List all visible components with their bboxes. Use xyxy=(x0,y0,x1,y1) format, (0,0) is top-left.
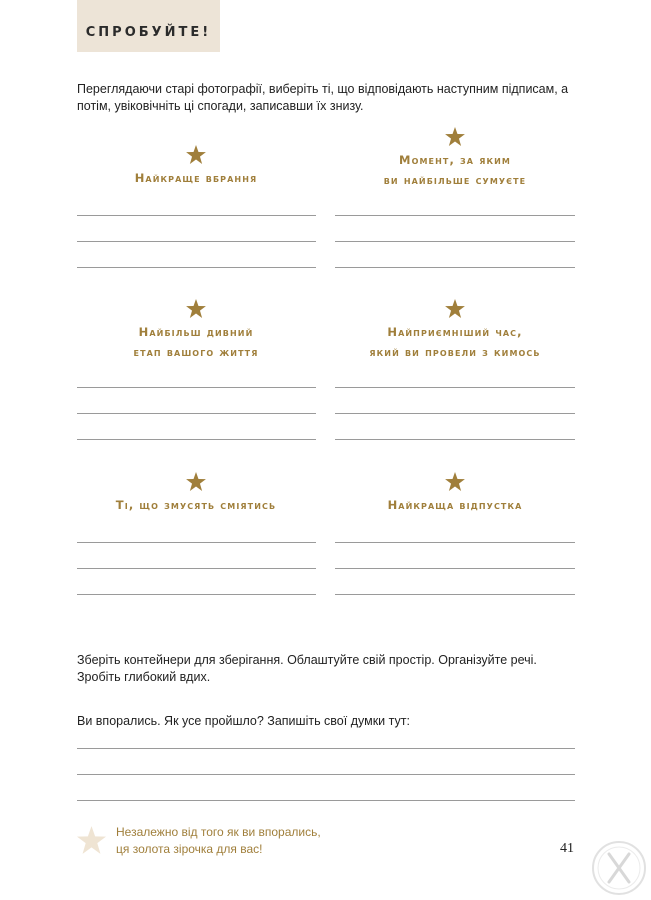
answer-line[interactable] xyxy=(335,267,575,268)
footer-note-line1: Незалежно від того як ви впорались, xyxy=(116,825,321,839)
prompt-title-line2: ви найбільше сумуєте xyxy=(383,173,527,187)
answer-line[interactable] xyxy=(335,413,575,414)
prompt-title-line1: Найкраща відпустка xyxy=(387,498,523,512)
answer-line[interactable] xyxy=(77,241,316,242)
star-icon xyxy=(445,472,465,491)
prompt-best-vacation xyxy=(335,472,575,515)
star-icon xyxy=(186,299,206,318)
header-badge xyxy=(77,0,220,52)
reflection-line[interactable] xyxy=(77,800,575,801)
footer-note-line2: ця золота зірочка для вас! xyxy=(116,842,263,856)
answer-line[interactable] xyxy=(77,267,316,268)
star-icon xyxy=(445,127,465,146)
prompt-title-line2: етап вашого життя xyxy=(133,345,259,359)
answer-line[interactable] xyxy=(335,241,575,242)
reflection-line[interactable] xyxy=(77,774,575,775)
prompt-title-line1: Момент, за яким xyxy=(399,153,511,167)
answer-line[interactable] xyxy=(77,413,316,414)
footer-note xyxy=(116,824,416,858)
prompt-make-laugh xyxy=(76,472,316,515)
prompt-title-line1: Найприємніший час, xyxy=(387,325,523,339)
prompt-title-line1: Ті, що змусять сміятись xyxy=(115,498,277,512)
answer-line[interactable] xyxy=(335,215,575,216)
prompt-missed-moment xyxy=(335,127,575,190)
star-icon xyxy=(186,145,206,164)
answer-line[interactable] xyxy=(77,568,316,569)
answer-line[interactable] xyxy=(77,594,316,595)
intro-text: Переглядаючи старі фотографії, виберіть ті, що відповідають наступним підписам, а потім, увіковічніть ці спогади, записавши їх знизу. xyxy=(77,82,569,113)
prompt-best-outfit xyxy=(76,145,316,188)
answer-line[interactable] xyxy=(335,542,575,543)
prompt-strangest-stage xyxy=(76,299,316,362)
answer-line[interactable] xyxy=(77,439,316,440)
prompt-title-line1: Найбільш дивний xyxy=(138,325,254,339)
reflection-line[interactable] xyxy=(77,748,575,749)
star-icon xyxy=(77,826,106,854)
prompt-title-line1: Найкраще вбрання xyxy=(134,171,258,185)
badge-label: СПРОБУЙТЕ! xyxy=(85,24,212,40)
answer-line[interactable] xyxy=(77,215,316,216)
answer-line[interactable] xyxy=(77,542,316,543)
answer-line[interactable] xyxy=(77,387,316,388)
prompt-nicest-time xyxy=(335,299,575,362)
answer-line[interactable] xyxy=(335,387,575,388)
answer-line[interactable] xyxy=(335,594,575,595)
star-icon xyxy=(445,299,465,318)
star-icon xyxy=(186,472,206,491)
prompt-title-line2: який ви провели з кимось xyxy=(369,345,541,359)
instructions-text: Зберіть контейнери для зберігання. Облаштуйте свій простір. Організуйте речі. Зробіть глибокий вдих. xyxy=(77,653,537,684)
page-number: 41 xyxy=(560,841,574,856)
answer-line[interactable] xyxy=(335,439,575,440)
x-logo-icon xyxy=(591,840,647,896)
reflection-prompt: Ви впорались. Як усе пройшло? Запишіть свої думки тут: xyxy=(77,714,410,728)
answer-line[interactable] xyxy=(335,568,575,569)
